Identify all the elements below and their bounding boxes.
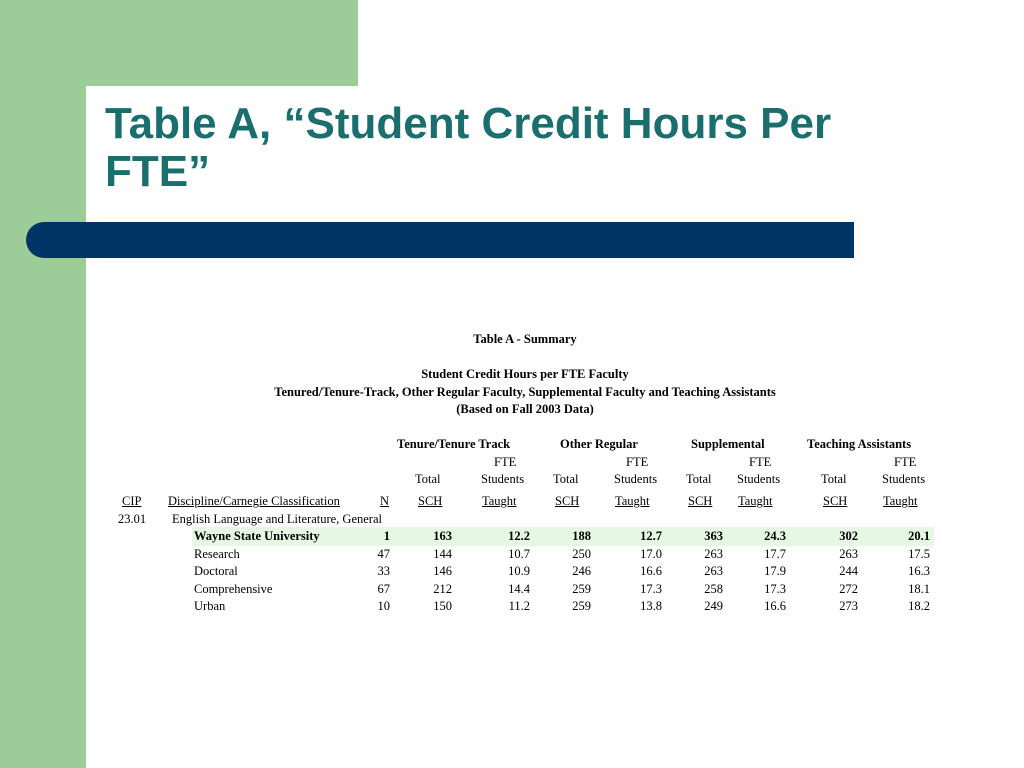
cell-value: 10.9 bbox=[508, 564, 530, 578]
cell-value: 272 bbox=[839, 581, 858, 596]
total-label: Total bbox=[821, 472, 847, 486]
fte-label: FTE bbox=[626, 455, 649, 469]
col-header-sch: SCH bbox=[688, 494, 713, 508]
table-subheading-categories: Tenured/Tenure-Track, Other Regular Faculty, Supplemental Faculty and Teaching Assistants bbox=[274, 385, 776, 399]
col-header-taught: Taught bbox=[482, 494, 517, 508]
col-header-sch: SCH bbox=[418, 494, 443, 508]
cip-code: 23.01 bbox=[118, 512, 147, 526]
fte-label: FTE bbox=[894, 455, 917, 469]
row-name: Urban bbox=[194, 599, 226, 613]
col-header-n: N bbox=[380, 494, 390, 508]
cell-value: 263 bbox=[839, 546, 858, 561]
cell-value: 259 bbox=[572, 581, 591, 596]
row-name: Wayne State University bbox=[194, 529, 320, 543]
cell-value: 20.1 bbox=[908, 529, 930, 543]
cell-value: 263 bbox=[704, 564, 723, 578]
cell-value: 146 bbox=[433, 564, 452, 578]
total-label: Total bbox=[553, 472, 579, 486]
students-label: Students bbox=[614, 472, 658, 486]
row-n: 33 bbox=[377, 564, 390, 578]
cell-value: 11.2 bbox=[508, 599, 530, 613]
row-n: 10 bbox=[377, 599, 390, 613]
students-label: Students bbox=[882, 472, 926, 486]
cell-value: 273 bbox=[839, 599, 858, 613]
cell-value: 12.7 bbox=[640, 529, 662, 543]
row-n: 47 bbox=[377, 546, 390, 561]
cell-value: 18.1 bbox=[908, 581, 930, 596]
cell-value: 17.7 bbox=[764, 546, 786, 561]
cell-value: 244 bbox=[839, 564, 858, 578]
total-label: Total bbox=[686, 472, 712, 486]
cell-value: 10.7 bbox=[508, 546, 530, 561]
cell-value: 13.8 bbox=[640, 599, 662, 613]
cell-value: 18.2 bbox=[908, 599, 930, 613]
cell-value: 16.6 bbox=[640, 564, 662, 578]
table-heading: Table A - Summary bbox=[473, 332, 577, 346]
cell-value: 150 bbox=[433, 599, 452, 613]
fte-label: FTE bbox=[749, 455, 772, 469]
cell-value: 12.2 bbox=[508, 529, 530, 543]
cell-value: 17.3 bbox=[764, 581, 786, 596]
col-header-sch: SCH bbox=[823, 494, 848, 508]
col-header-taught: Taught bbox=[883, 494, 918, 508]
cell-value: 16.6 bbox=[764, 599, 786, 613]
row-name: Comprehensive bbox=[194, 581, 273, 596]
students-label: Students bbox=[737, 472, 781, 486]
col-header-taught: Taught bbox=[615, 494, 650, 508]
table-subheading: Student Credit Hours per FTE Faculty bbox=[421, 367, 629, 381]
cell-value: 302 bbox=[839, 529, 858, 543]
cell-value: 258 bbox=[704, 581, 723, 596]
cell-value: 246 bbox=[572, 564, 591, 578]
cell-value: 163 bbox=[433, 529, 452, 543]
cell-value: 17.0 bbox=[640, 546, 662, 561]
cell-value: 16.3 bbox=[908, 564, 930, 578]
cell-value: 212 bbox=[433, 581, 452, 596]
slide-title: Table A, “Student Credit Hours Per FTE” bbox=[105, 99, 832, 196]
group-header-other-regular: Other Regular bbox=[560, 437, 638, 451]
cell-value: 249 bbox=[704, 599, 723, 613]
total-label: Total bbox=[415, 472, 441, 486]
row-name: Research bbox=[194, 546, 240, 561]
row-n: 67 bbox=[377, 581, 390, 596]
group-header-tenure: Tenure/Tenure Track bbox=[397, 437, 511, 451]
cip-name: English Language and Literature, General bbox=[172, 512, 382, 526]
table-data-basis: (Based on Fall 2003 Data) bbox=[456, 402, 594, 416]
cell-value: 144 bbox=[433, 546, 452, 561]
group-header-supplemental: Supplemental bbox=[691, 437, 765, 451]
cell-value: 17.3 bbox=[640, 581, 662, 596]
cell-value: 263 bbox=[704, 546, 723, 561]
group-header-teaching-assistants: Teaching Assistants bbox=[807, 437, 912, 451]
cell-value: 363 bbox=[704, 529, 723, 543]
cell-value: 188 bbox=[572, 529, 591, 543]
cell-value: 259 bbox=[572, 599, 591, 613]
col-header-taught: Taught bbox=[738, 494, 773, 508]
row-n: 1 bbox=[383, 529, 390, 543]
col-header-sch: SCH bbox=[555, 494, 580, 508]
cell-value: 24.3 bbox=[764, 529, 786, 543]
col-header-cip: CIP bbox=[122, 494, 142, 508]
row-name: Doctoral bbox=[194, 564, 238, 578]
fte-label: FTE bbox=[494, 455, 517, 469]
col-header-discipline: Discipline/Carnegie Classification bbox=[168, 494, 340, 508]
students-label: Students bbox=[481, 472, 525, 486]
cell-value: 17.5 bbox=[908, 546, 930, 561]
cell-value: 14.4 bbox=[508, 581, 530, 596]
cell-value: 250 bbox=[572, 546, 591, 561]
cell-value: 17.9 bbox=[764, 564, 786, 578]
